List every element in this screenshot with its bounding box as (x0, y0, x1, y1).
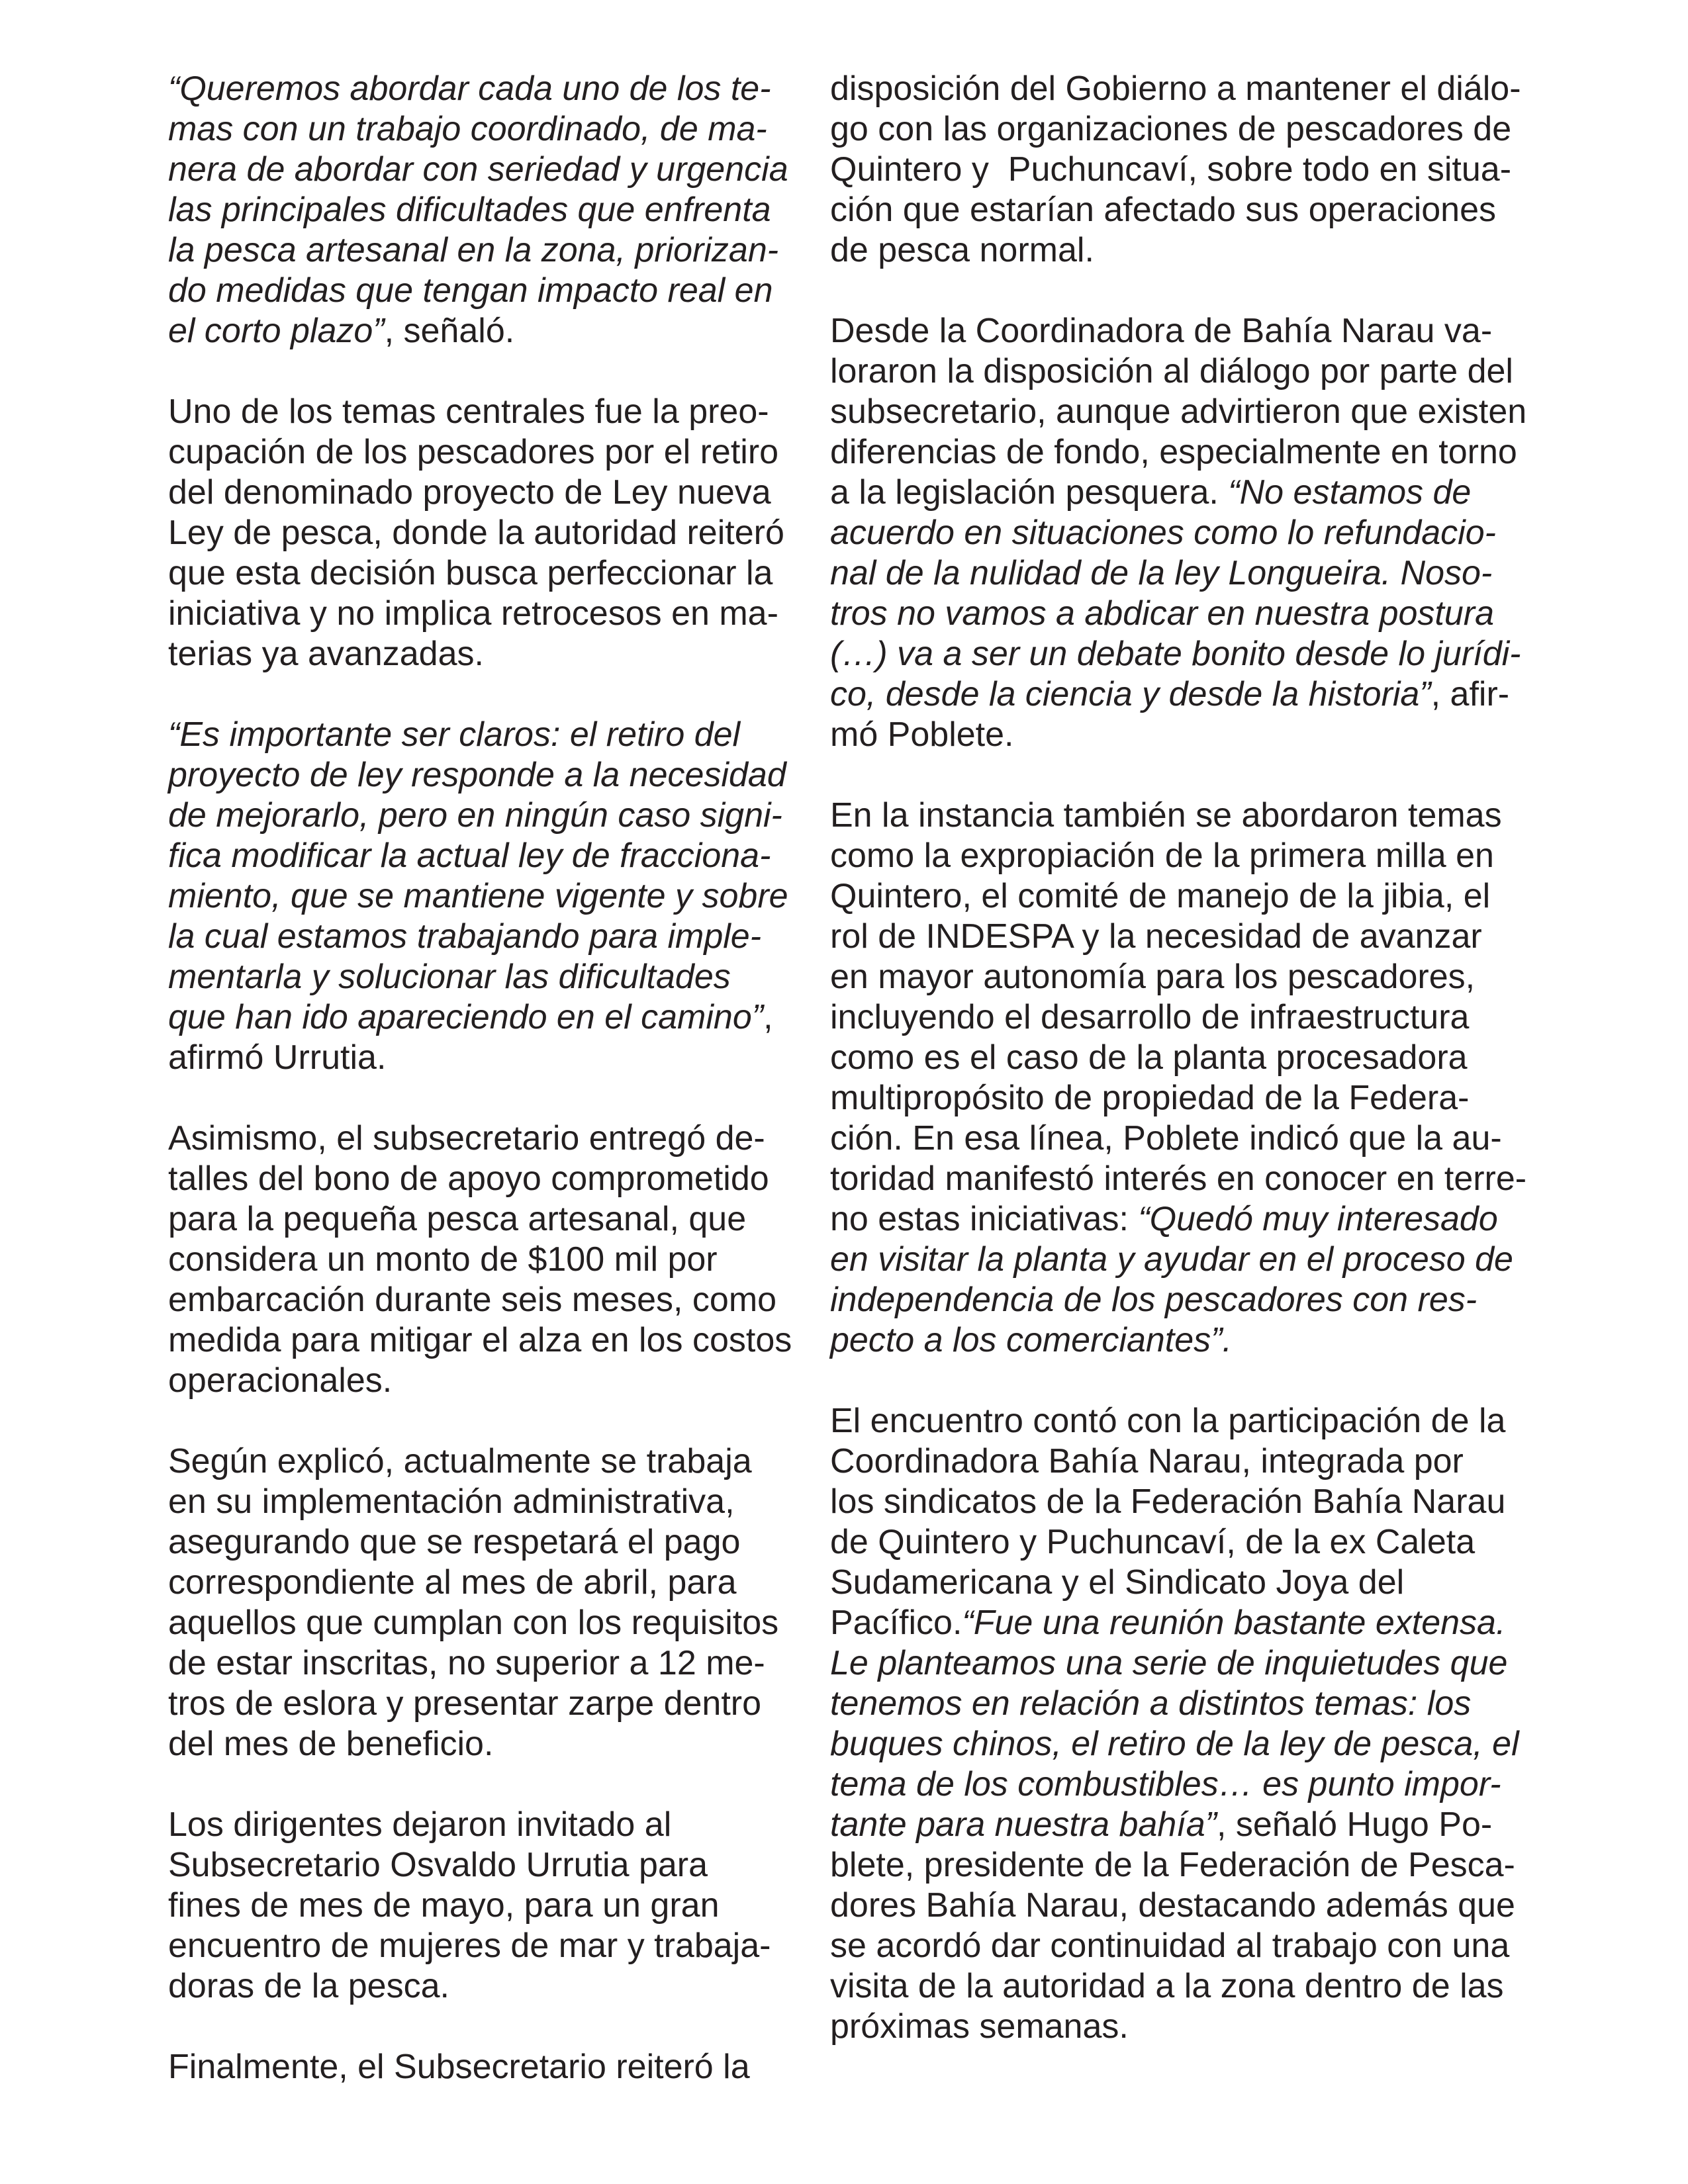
text-line (168, 715, 804, 755)
text-line (168, 190, 804, 230)
body-text: para la pequeña pesca artesanal, que (168, 1200, 747, 1238)
paragraph (830, 796, 1525, 1361)
body-text: Finalmente, el Subsecretario reiteró la (168, 2048, 750, 2086)
text-line (168, 1886, 804, 1926)
text-line (168, 271, 804, 311)
quote-text: la cual estamos trabajando para imple- (168, 917, 762, 956)
text-line (168, 1118, 804, 1159)
body-text: Asimismo, el subsecretario entregó de- (168, 1119, 765, 1158)
body-text: blete, presidente de la Federación de Pesca- (830, 1846, 1515, 1884)
body-text: afirmó Urrutia. (168, 1038, 387, 1077)
text-line (830, 392, 1525, 432)
body-text: iniciativa y no implica retrocesos en ma- (168, 594, 778, 633)
quote-text: de mejorarlo, pero en ningún caso signi- (168, 796, 782, 835)
text-line (830, 1320, 1525, 1361)
quote-text: tante para nuestra bahía” (830, 1805, 1217, 1844)
body-text: fines de mes de mayo, para un gran (168, 1886, 720, 1925)
body-text: asegurando que se respetará el pago (168, 1523, 741, 1561)
text-line (830, 1805, 1525, 1845)
body-text: disposición del Gobierno a mantener el diálo- (830, 69, 1521, 108)
text-line (830, 1038, 1525, 1078)
body-text: próximas semanas. (830, 2007, 1129, 2046)
text-line (830, 957, 1525, 997)
paragraph (830, 1401, 1525, 2047)
text-line (830, 917, 1525, 957)
paragraph (168, 1441, 804, 1764)
text-line (168, 1240, 804, 1280)
text-line (168, 755, 804, 796)
text-line (168, 957, 804, 997)
text-line (168, 1482, 804, 1522)
quote-text: tema de los combustibles… es punto impor- (830, 1765, 1501, 1803)
text-line (168, 109, 804, 150)
quote-text: nal de la nulidad de la ley Longueira. Noso- (830, 554, 1493, 592)
text-line (830, 674, 1525, 715)
body-text: como es el caso de la planta procesadora (830, 1038, 1468, 1077)
body-text: visita de la autoridad a la zona dentro de las (830, 1967, 1504, 2005)
text-line (168, 553, 804, 594)
body-text: en su implementación administrativa, (168, 1482, 735, 1521)
quote-text: proyecto de ley responde a la necesidad (168, 756, 786, 794)
body-text: loraron la disposición al diálogo por parte del (830, 352, 1513, 390)
body-text: Quintero y Puchuncaví, sobre todo en situa- (830, 150, 1512, 189)
body-text: los sindicatos de la Federación Bahía Narau (830, 1482, 1506, 1521)
body-text: que esta decisión busca perfeccionar la (168, 554, 773, 592)
text-line (168, 473, 804, 513)
text-line (830, 230, 1525, 271)
text-line (830, 190, 1525, 230)
body-text: talles del bono de apoyo comprometido (168, 1160, 769, 1198)
text-line (830, 1118, 1525, 1159)
quote-text: miento, que se mantiene vigente y sobre (168, 877, 788, 915)
body-text: medida para mitigar el alza en los costos (168, 1321, 792, 1359)
text-line (830, 553, 1525, 594)
text-line (168, 230, 804, 271)
text-line (830, 1684, 1525, 1724)
text-line (168, 1603, 804, 1643)
quote-text: tros no vamos a abdicar en nuestra postura (830, 594, 1495, 633)
quote-text: fica modificar la actual ley de fracciona- (168, 837, 771, 875)
text-line (830, 1603, 1525, 1643)
quote-text: do medidas que tengan impacto real en (168, 271, 773, 310)
left-column (168, 69, 804, 2128)
body-text: mó Poblete. (830, 715, 1014, 754)
text-line (830, 1159, 1525, 1199)
body-text: Según explicó, actualmente se trabaja (168, 1442, 752, 1480)
text-line (168, 1724, 804, 1764)
text-line (830, 1482, 1525, 1522)
body-text: , afir- (1430, 675, 1510, 713)
body-text: En la instancia también se abordaron temas (830, 796, 1502, 835)
body-text: Los dirigentes dejaron invitado al (168, 1805, 672, 1844)
quote-text: mas con un trabajo coordinado, de ma- (168, 110, 767, 148)
body-text: correspondiente al mes de abril, para (168, 1563, 737, 1602)
text-line (168, 1805, 804, 1845)
text-line (830, 1643, 1525, 1684)
body-text: multipropósito de propiedad de la Federa- (830, 1079, 1470, 1117)
paragraph (168, 2047, 804, 2087)
text-line (168, 150, 804, 190)
text-line (830, 876, 1525, 917)
text-line (168, 1038, 804, 1078)
text-line (168, 1643, 804, 1684)
body-text: se acordó dar continuidad al trabajo con una (830, 1927, 1510, 1965)
text-line (830, 1240, 1525, 1280)
body-text: del mes de beneficio. (168, 1725, 494, 1763)
body-text: Uno de los temas centrales fue la preo- (168, 392, 769, 431)
body-text: embarcación durante seis meses, como (168, 1281, 777, 1319)
text-line (830, 69, 1525, 109)
text-line (168, 1845, 804, 1886)
quote-text: “Quedó muy interesado (1138, 1200, 1498, 1238)
body-text: Desde la Coordinadora de Bahía Narau va- (830, 312, 1493, 350)
text-line (168, 917, 804, 957)
quote-text: “No estamos de (1228, 473, 1472, 512)
body-text: Coordinadora Bahía Narau, integrada por (830, 1442, 1464, 1480)
body-text: en mayor autonomía para los pescadores, (830, 958, 1476, 996)
right-column (830, 69, 1525, 2087)
body-text: rol de INDESPA y la necesidad de avanzar (830, 917, 1482, 956)
text-line (830, 2007, 1525, 2047)
text-line (830, 109, 1525, 150)
paragraph (830, 311, 1525, 755)
quote-text: nera de abordar con seriedad y urgencia (168, 150, 788, 189)
text-line (830, 836, 1525, 876)
text-line (168, 876, 804, 917)
text-line (168, 392, 804, 432)
quote-text: que han ido apareciendo en el camino” (168, 998, 764, 1036)
text-line (830, 513, 1525, 553)
text-line (168, 69, 804, 109)
quote-text: “Queremos abordar cada uno de los te- (168, 69, 771, 108)
body-text: diferencias de fondo, especialmente en torno (830, 433, 1517, 471)
quote-text: en visitar la planta y ayudar en el proceso de (830, 1240, 1513, 1279)
body-text: subsecretario, aunque advirtieron que existen (830, 392, 1527, 431)
text-line (168, 594, 804, 634)
quote-text: co, desde la ciencia y desde la historia” (830, 675, 1431, 713)
body-text: Pacífico. (830, 1604, 962, 1642)
paragraph (168, 69, 804, 351)
body-text: a la legislación pesquera. (830, 473, 1229, 512)
quote-text: las principales dificultades que enfrenta (168, 191, 771, 229)
text-line (168, 1441, 804, 1482)
paragraph (168, 715, 804, 1078)
body-text: tros de eslora y presentar zarpe dentro (168, 1684, 762, 1723)
text-line (168, 634, 804, 674)
body-text: operacionales. (168, 1361, 393, 1400)
text-line (830, 1724, 1525, 1764)
text-line (830, 473, 1525, 513)
quote-text: “Fue una reunión bastante extensa. (962, 1604, 1506, 1642)
text-line (168, 1522, 804, 1563)
quote-text: acuerdo en situaciones como lo refundacio- (830, 514, 1496, 552)
paragraph (168, 1118, 804, 1401)
text-line (168, 1563, 804, 1603)
body-text: terias ya avanzadas. (168, 635, 484, 673)
paragraph (830, 69, 1525, 271)
body-text: como la expropiación de la primera milla en (830, 837, 1494, 875)
body-text: toridad manifestó interés en conocer en terre- (830, 1160, 1527, 1198)
body-text: cupación de los pescadores por el retiro (168, 433, 779, 471)
text-line (168, 1361, 804, 1401)
quote-text: buques chinos, el retiro de la ley de pesca, el (830, 1725, 1519, 1763)
body-text: Quintero, el comité de manejo de la jibia, el (830, 877, 1491, 915)
text-line (830, 1522, 1525, 1563)
text-line (830, 634, 1525, 674)
body-text: incluyendo el desarrollo de infraestructura (830, 998, 1470, 1036)
body-text: ción. En esa línea, Poblete indicó que la au- (830, 1119, 1502, 1158)
text-line (830, 1764, 1525, 1805)
paragraph (168, 392, 804, 674)
text-line (830, 432, 1525, 473)
text-line (830, 1441, 1525, 1482)
text-line (830, 150, 1525, 190)
text-line (168, 2047, 804, 2087)
paragraph (168, 1805, 804, 2007)
body-text: Ley de pesca, donde la autoridad reiteró (168, 514, 784, 552)
text-line (830, 311, 1525, 351)
text-line (830, 1845, 1525, 1886)
body-text: no estas iniciativas: (830, 1200, 1139, 1238)
text-line (830, 594, 1525, 634)
text-line (168, 432, 804, 473)
body-text: ción que estarían afectado sus operaciones (830, 191, 1497, 229)
body-text: Subsecretario Osvaldo Urrutia para (168, 1846, 708, 1884)
text-line (830, 796, 1525, 836)
body-text: de pesca normal. (830, 231, 1094, 269)
body-text: Sudamericana y el Sindicato Joya del (830, 1563, 1405, 1602)
text-line (830, 1199, 1525, 1240)
quote-text: “Es importante ser claros: el retiro del (168, 715, 741, 754)
text-line (830, 1926, 1525, 1966)
text-line (830, 1966, 1525, 2007)
text-line (830, 1078, 1525, 1118)
text-line (168, 1280, 804, 1320)
body-text: considera un monto de $100 mil por (168, 1240, 718, 1279)
text-line (168, 1684, 804, 1724)
quote-text: el corto plazo” (168, 312, 385, 350)
quote-text: mentarla y solucionar las dificultades (168, 958, 731, 996)
body-text: del denominado proyecto de Ley nueva (168, 473, 771, 512)
body-text: go con las organizaciones de pescadores de (830, 110, 1512, 148)
text-line (168, 997, 804, 1038)
quote-text: (…) va a ser un debate bonito desde lo jurídi- (830, 635, 1521, 673)
text-line (830, 715, 1525, 755)
body-text: , señaló. (384, 312, 515, 350)
quote-text: tenemos en relación a distintos temas: los (830, 1684, 1472, 1723)
text-line (830, 1280, 1525, 1320)
text-line (168, 1926, 804, 1966)
body-text: de Quintero y Puchuncaví, de la ex Caleta (830, 1523, 1476, 1561)
quote-text: la pesca artesanal en la zona, priorizan- (168, 231, 779, 269)
body-text: doras de la pesca. (168, 1967, 449, 2005)
text-line (830, 1401, 1525, 1441)
body-text: aquellos que cumplan con los requisitos (168, 1604, 779, 1642)
body-text: dores Bahía Narau, destacando además que (830, 1886, 1515, 1925)
text-line (830, 1886, 1525, 1926)
body-text: de estar inscritas, no superior a 12 me- (168, 1644, 765, 1682)
text-line (168, 1159, 804, 1199)
quote-text: Le planteamos una serie de inquietudes que (830, 1644, 1508, 1682)
body-text: , señaló Hugo Po- (1216, 1805, 1493, 1844)
body-text: El encuentro contó con la participación de la (830, 1402, 1506, 1440)
body-text: encuentro de mujeres de mar y trabaja- (168, 1927, 771, 1965)
text-line (168, 1199, 804, 1240)
text-line (168, 1320, 804, 1361)
text-line (830, 351, 1525, 392)
quote-text: independencia de los pescadores con res- (830, 1281, 1477, 1319)
text-line (168, 513, 804, 553)
text-line (830, 997, 1525, 1038)
text-line (168, 1966, 804, 2007)
text-line (168, 836, 804, 876)
text-line (168, 796, 804, 836)
quote-text: pecto a los comerciantes”. (830, 1321, 1232, 1359)
text-line (168, 311, 804, 351)
text-line (830, 1563, 1525, 1603)
body-text: , (763, 998, 773, 1036)
